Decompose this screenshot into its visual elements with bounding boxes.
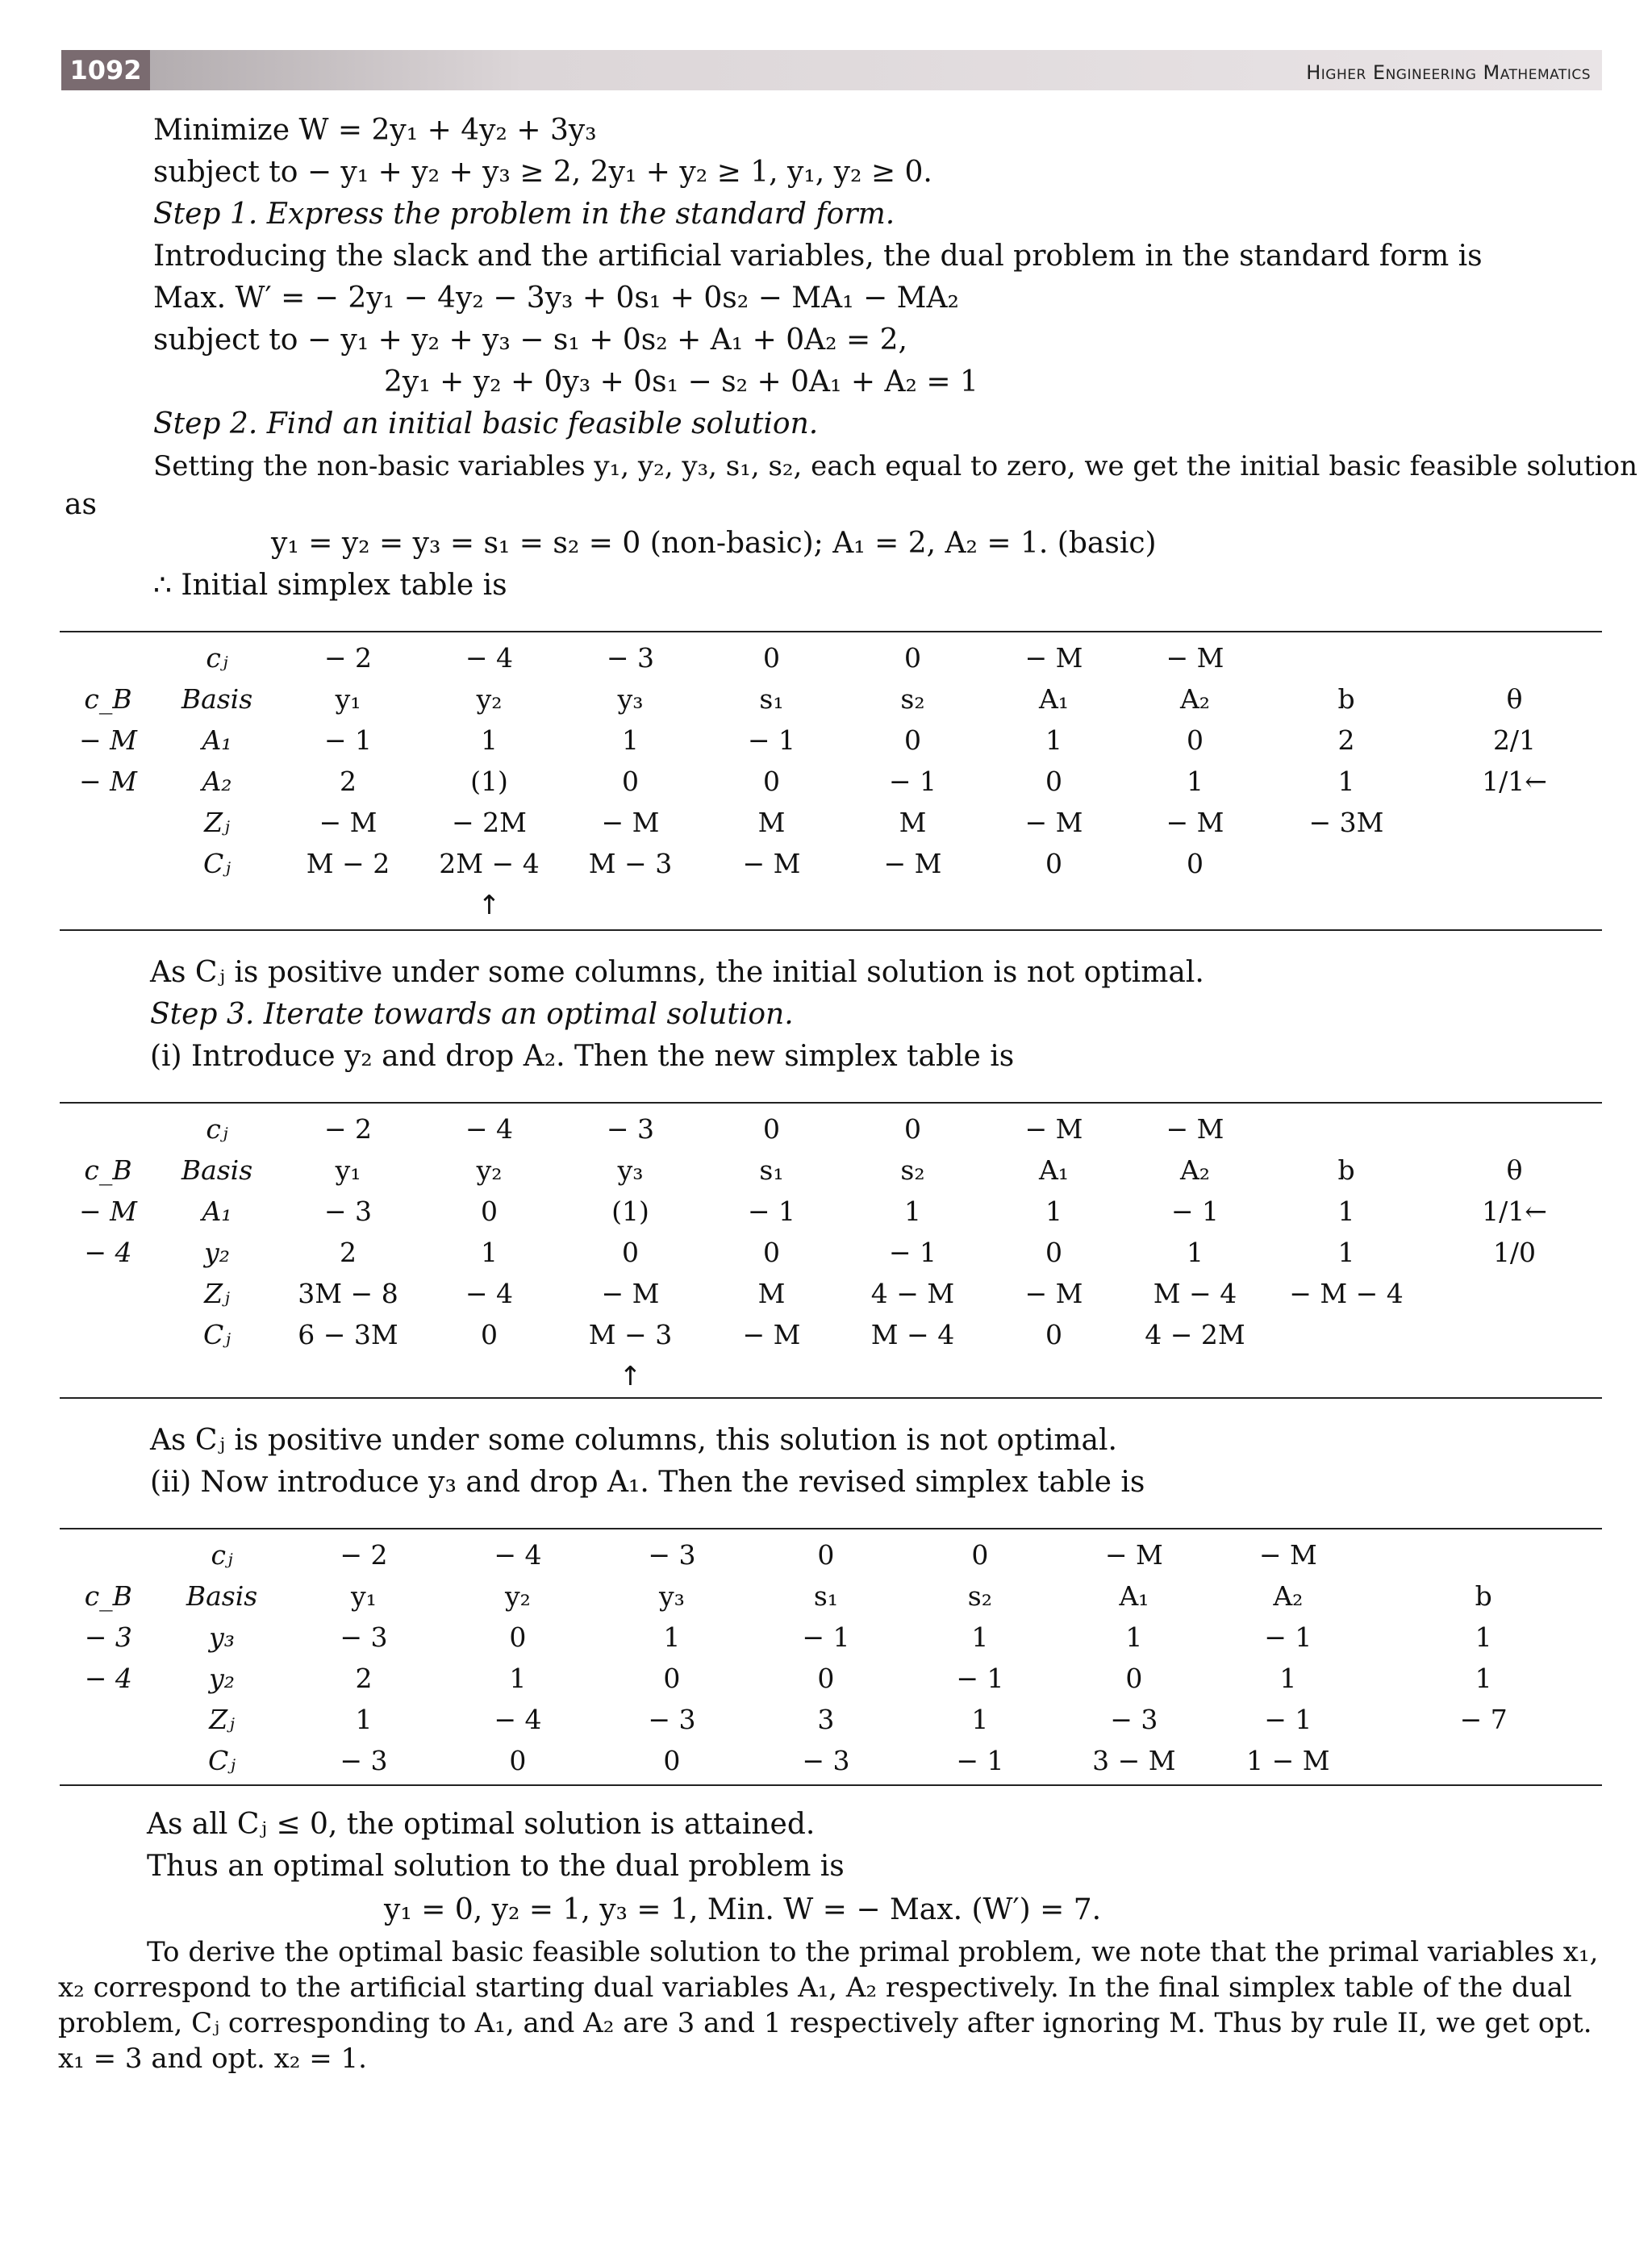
table-cell [156,1355,277,1396]
table-cell: − M [883,848,942,879]
table-cell: 1 [1045,1196,1062,1227]
table-cell: y₁ [351,1580,377,1612]
table-cell: A₁ [202,1196,232,1227]
table-cell: 6 − 3M [298,1319,398,1350]
table-row [60,720,1602,761]
table-cell: − M [742,848,801,879]
table-1-top-rule [60,631,1602,632]
table-cell [1427,637,1602,678]
step-2-heading: Step 2. Find an initial basic feasible solution. [153,407,819,440]
table-cell: − M [1166,1113,1224,1145]
table-cell: 0 [622,1237,639,1268]
table-3-bottom-rule [60,1784,1602,1786]
derive-paragraph-line-1: To derive the optimal basic feasible solution to the primal problem, we note that the primal variables x₁, [147,1936,1599,1968]
derive-paragraph-line-4: x₁ = 3 and opt. x₂ = 1. [58,2043,367,2075]
table-cell: − M [1024,1113,1083,1145]
table-cell: − 1 [747,724,796,756]
table-cell: Cⱼ [203,848,231,879]
table-cell: s₁ [759,1154,784,1186]
table-cell: 1/0 [1492,1237,1537,1268]
table-cell [419,1355,560,1396]
table-cell: 1 [355,1704,373,1735]
table-cell [1266,1314,1427,1355]
table-cell: s₁ [813,1580,838,1612]
table-cell [560,884,701,925]
table-cell: 0 [763,1237,780,1268]
table-cell: − 3 [606,642,655,674]
table-row [60,1658,1602,1699]
intro-paragraph: Introducing the slack and the artificial variables, the dual problem in the standard form is [153,240,1483,273]
table-cell: 0 [904,642,921,674]
table-cell: − 3 [648,1704,696,1735]
table-cell: 0 [904,1113,921,1145]
table-cell [842,884,983,925]
table-cell: M − 4 [870,1319,955,1350]
table-row [60,1314,1602,1355]
table-cell: − 3 [1110,1704,1158,1735]
table-row [60,884,1602,925]
table-3-top-rule [60,1528,1602,1529]
table-row [60,1150,1602,1191]
table-cell: b [1337,683,1355,715]
table-cell: 0 [663,1745,681,1776]
table-cell: cⱼ [206,642,228,674]
table-cell: 0 [763,766,780,797]
table-cell: − 1 [747,1196,796,1227]
table-cell: − M [601,807,660,838]
table-cell [1266,1355,1427,1396]
table-cell: c_B [84,683,132,715]
table-cell: 0 [1045,766,1062,797]
table-cell [60,1108,156,1150]
table-cell: y₂ [476,683,503,715]
table-row [60,843,1602,884]
standard-form-constraint-2: 2y₁ + y₂ + 0y₃ + 0s₁ − s₂ + 0A₁ + A₂ = 1 [384,365,978,399]
table-cell [1427,802,1602,843]
table-cell: − 7 [1459,1704,1508,1735]
table-cell: − 2 [340,1539,388,1571]
table-cell: 0 [971,1539,989,1571]
optimal-statement: As all Cⱼ ≤ 0, the optimal solution is attained. [147,1808,816,1841]
table-cell: − 4 [494,1704,542,1735]
table-cell: M [899,807,927,838]
table-cell: − 1 [1170,1196,1220,1227]
table-cell: 1 [509,1663,527,1694]
table-cell: − M [79,724,137,756]
table-row [60,1191,1602,1232]
table-cell: − M [79,1196,137,1227]
step-1-heading: Step 1. Express the problem in the standard form. [153,198,895,231]
table-cell: A₂ [1179,1154,1211,1186]
table-row [60,1575,1602,1617]
table-cell: 1 [1045,724,1062,756]
table-cell: − 1 [888,766,937,797]
table-cell: θ [1506,683,1523,715]
table-cell: 1 [1337,766,1355,797]
table-cell [1124,1355,1266,1396]
table-cell: − 3 [648,1539,696,1571]
table-cell: − 2 [323,642,373,674]
table-cell: 1 [971,1704,989,1735]
second-simplex-table [60,1108,1602,1396]
table-cell [842,1355,983,1396]
table-cell: − M [1166,807,1224,838]
table-cell: − 2 [323,1113,373,1145]
table-cell: y₂ [504,1580,531,1612]
table-cell: y₁ [335,1154,361,1186]
table-cell: − M [79,766,137,797]
table-2-top-rule [60,1102,1602,1104]
table-cell: y₃ [617,1154,644,1186]
table-cell: A₁ [202,724,232,756]
table-cell: 0 [509,1621,527,1653]
table-cell: 0 [904,724,921,756]
table-cell: 1 [1187,766,1204,797]
table-cell: 3M − 8 [298,1278,398,1309]
table-row [60,678,1602,720]
table-cell: s₂ [900,1154,925,1186]
table-cell: 0 [509,1745,527,1776]
table-cell [277,884,419,925]
initial-simplex-table [60,637,1602,925]
page-header [61,50,1602,90]
table-row [60,761,1602,802]
table-cell: − M [1104,1539,1163,1571]
table-cell: 0 [763,642,780,674]
table-cell: 1 [1337,1237,1355,1268]
table-cell [60,1314,156,1355]
table-cell: 0 [1045,1237,1062,1268]
table-cell: 2M − 4 [439,848,540,879]
table-cell: − 1 [323,724,373,756]
table-cell: y₃ [209,1621,235,1653]
table-cell: − M − 4 [1289,1278,1404,1309]
table-cell: 0 [663,1663,681,1694]
iteration-2-text: (ii) Now introduce y₃ and drop A₁. Then the revised simplex table is [150,1466,1145,1499]
table-cell: 1 [904,1196,921,1227]
table-row [60,1617,1602,1658]
table-cell: Zⱼ [204,1278,230,1309]
table-cell: − 3 [340,1745,388,1776]
table-cell [1365,1534,1602,1575]
table-cell: 2/1 [1492,724,1537,756]
table-cell: 4 − M [870,1278,955,1309]
table-cell: 0 [622,766,639,797]
standard-form-objective: Max. W′ = − 2y₁ − 4y₂ − 3y₃ + 0s₁ + 0s₂ − MA₁ − MA₂ [153,282,959,315]
table-cell: 1 − M [1246,1745,1330,1776]
table-cell: − 4 [465,1113,514,1145]
table-cell [60,802,156,843]
table-cell: 1 [663,1621,681,1653]
table-cell [1427,1273,1602,1314]
table-cell: − 3 [84,1621,132,1653]
table-cell: s₂ [967,1580,992,1612]
table-cell: y₃ [658,1580,685,1612]
setting-paragraph: Setting the non-basic variables y₁, y₂, y₃, s₁, s₂, each equal to zero, we get the initial basic feasible solution [153,450,1638,482]
table-cell: (1) [470,766,508,797]
table-cell: A₁ [1119,1580,1149,1612]
table-cell: Basis [181,683,253,715]
standard-form-constraint-1: subject to − y₁ + y₂ + y₃ − s₁ + 0s₂ + A₁ + 0A₂ = 2, [153,323,907,357]
thus-statement: Thus an optimal solution to the dual problem is [147,1850,845,1883]
table-cell [60,1740,157,1781]
derive-paragraph-line-2: x₂ correspond to the artificial starting dual variables A₁, A₂ respectively. In the final simplex table of the dual [58,1972,1572,2004]
table-cell: 1 [1475,1663,1492,1694]
table-cell [1427,884,1602,925]
table-cell: − M [319,807,378,838]
table-cell: θ [1506,1154,1523,1186]
table-cell: 1 [1125,1621,1143,1653]
table-cell: − M [1258,1539,1317,1571]
table-cell [1266,884,1427,925]
table-cell: y₁ [335,683,361,715]
table-cell: cⱼ [211,1539,233,1571]
table-cell: 0 [1187,848,1204,879]
table-cell: y₂ [476,1154,503,1186]
table-cell [1266,843,1427,884]
table-cell [701,884,842,925]
table-cell: 0 [481,1319,498,1350]
table-cell [156,884,277,925]
derive-paragraph-line-3: problem, Cⱼ corresponding to A₁, and A₂ are 3 and 1 respectively after ignoring M. Thus by rule II, we get opt. [58,2007,1592,2039]
table-cell: − 3 [340,1621,388,1653]
as-word: as [65,488,97,521]
table-cell: y₂ [209,1663,235,1694]
table-cell: (1) [611,1196,649,1227]
table-cell: 0 [1125,1663,1143,1694]
table-cell [60,1699,157,1740]
table-cell [1124,884,1266,925]
table-cell [983,884,1124,925]
table-cell [277,1355,419,1396]
table-cell [60,1534,157,1575]
table-cell: ↑ [478,889,501,920]
running-title: Higher Engineering Mathematics [1306,61,1591,84]
table-cell: A₂ [1273,1580,1304,1612]
table-row [60,1699,1602,1740]
table-row [60,1534,1602,1575]
table-cell: A₂ [1179,683,1211,715]
table-cell [1266,637,1427,678]
table-cell: 2 [355,1663,373,1694]
table-cell: 3 − M [1092,1745,1176,1776]
table-cell: cⱼ [206,1113,228,1145]
table-cell: − 1 [888,1237,937,1268]
table-cell: A₁ [1038,683,1070,715]
table-cell: ↑ [619,1360,642,1392]
table-cell [1266,1108,1427,1150]
table-cell: 2 [340,1237,357,1268]
table-cell: A₁ [1038,1154,1070,1186]
table-cell [1427,1108,1602,1150]
table-cell: 1 [622,724,639,756]
table-cell: − 1 [956,1745,1004,1776]
table-cell [701,1355,842,1396]
table-cell [1427,843,1602,884]
table-cell: 0 [481,1196,498,1227]
table-cell: − 3 [323,1196,373,1227]
page-number: 1092 [61,50,150,90]
table-cell: c_B [84,1154,132,1186]
table-row [60,1108,1602,1150]
table-cell: 1 [971,1621,989,1653]
table-cell [1427,1314,1602,1355]
table-cell: 1 [1279,1663,1297,1694]
table-cell: 2 [340,766,357,797]
table-cell: 1/1← [1482,766,1547,797]
table-cell: Zⱼ [209,1704,235,1735]
table-cell: − M [601,1278,660,1309]
iteration-1-text: (i) Introduce y₂ and drop A₂. Then the new simplex table is [150,1040,1015,1073]
not-optimal-text-2: As Cⱼ is positive under some columns, this solution is not optimal. [150,1424,1117,1457]
table-cell: 1 [481,1237,498,1268]
table-cell: b [1475,1580,1492,1612]
table-cell [60,1273,156,1314]
table-cell: 0 [817,1663,835,1694]
table-cell: c_B [84,1580,132,1612]
table-cell: M − 3 [588,1319,673,1350]
table-cell: y₃ [617,683,644,715]
table-cell: − M [1024,642,1083,674]
table-cell: 2 [1337,724,1355,756]
table-cell: M − 2 [306,848,390,879]
table-cell: b [1337,1154,1355,1186]
table-row [60,1740,1602,1781]
table-cell: 1 [1337,1196,1355,1227]
table-cell: 0 [1187,724,1204,756]
initial-table-caption: ∴ Initial simplex table is [153,569,507,602]
table-cell: 0 [763,1113,780,1145]
table-cell: 1 [481,724,498,756]
table-cell: M [757,1278,786,1309]
table-cell: − M [1024,807,1083,838]
table-cell: − M [1166,642,1224,674]
table-cell: − 3M [1308,807,1384,838]
table-cell: M − 3 [588,848,673,879]
table-row [60,1355,1602,1396]
table-cell: 1/1← [1482,1196,1547,1227]
table-cell: 1 [1187,1237,1204,1268]
table-cell: 0 [1045,848,1062,879]
table-cell: s₁ [759,683,784,715]
table-cell: − 3 [606,1113,655,1145]
objective-line: Minimize W = 2y₁ + 4y₂ + 3y₃ [153,114,597,147]
table-cell [60,637,156,678]
dual-solution: y₁ = 0, y₂ = 1, y₃ = 1, Min. W = − Max. (W′) = 7. [384,1893,1102,1926]
table-cell: − M [1024,1278,1083,1309]
table-row [60,637,1602,678]
table-cell [1427,1355,1602,1396]
table-cell [983,1355,1124,1396]
step-3-heading: Step 3. Iterate towards an optimal solution. [150,998,794,1031]
table-cell: − 1 [1264,1704,1312,1735]
table-cell: − 3 [802,1745,850,1776]
basic-values: y₁ = y₂ = y₃ = s₁ = s₂ = 0 (non-basic); A₁ = 2, A₂ = 1. (basic) [271,527,1157,560]
table-cell: − 1 [956,1663,1004,1694]
not-optimal-text-1: As Cⱼ is positive under some columns, the initial solution is not optimal. [150,956,1204,989]
table-cell: − 1 [802,1621,850,1653]
table-cell: − 4 [465,1278,514,1309]
table-cell: Zⱼ [204,807,230,838]
table-cell: 3 [817,1704,835,1735]
table-cell: − 2M [452,807,527,838]
table-cell: Cⱼ [203,1319,231,1350]
table-cell: Cⱼ [208,1745,236,1776]
table-cell: − 4 [494,1539,542,1571]
table-cell: M [757,807,786,838]
table-cell [60,884,156,925]
table-cell: 0 [1045,1319,1062,1350]
table-cell: Basis [186,1580,258,1612]
table-cell [60,843,156,884]
table-cell: 1 [1475,1621,1492,1653]
table-cell: y₂ [204,1237,230,1268]
table-cell: − 1 [1264,1621,1312,1653]
table-cell: s₂ [900,683,925,715]
table-row [60,1232,1602,1273]
table-cell: Basis [181,1154,253,1186]
table-cell: − 4 [84,1663,132,1694]
table-cell [60,1355,156,1396]
table-row [60,1273,1602,1314]
table-cell: A₂ [202,766,232,797]
table-cell: M − 4 [1153,1278,1237,1309]
table-cell [1365,1740,1602,1781]
table-cell: 4 − 2M [1145,1319,1245,1350]
table-1-bottom-rule [60,929,1602,931]
table-cell: 0 [817,1539,835,1571]
final-simplex-table [60,1534,1602,1781]
table-row [60,802,1602,843]
table-cell: − M [742,1319,801,1350]
table-2-bottom-rule [60,1397,1602,1399]
constraint-line: subject to − y₁ + y₂ + y₃ ≥ 2, 2y₁ + y₂ ≥ 1, y₁, y₂ ≥ 0. [153,156,932,189]
table-cell: − 4 [84,1237,132,1268]
table-cell: − 4 [465,642,514,674]
